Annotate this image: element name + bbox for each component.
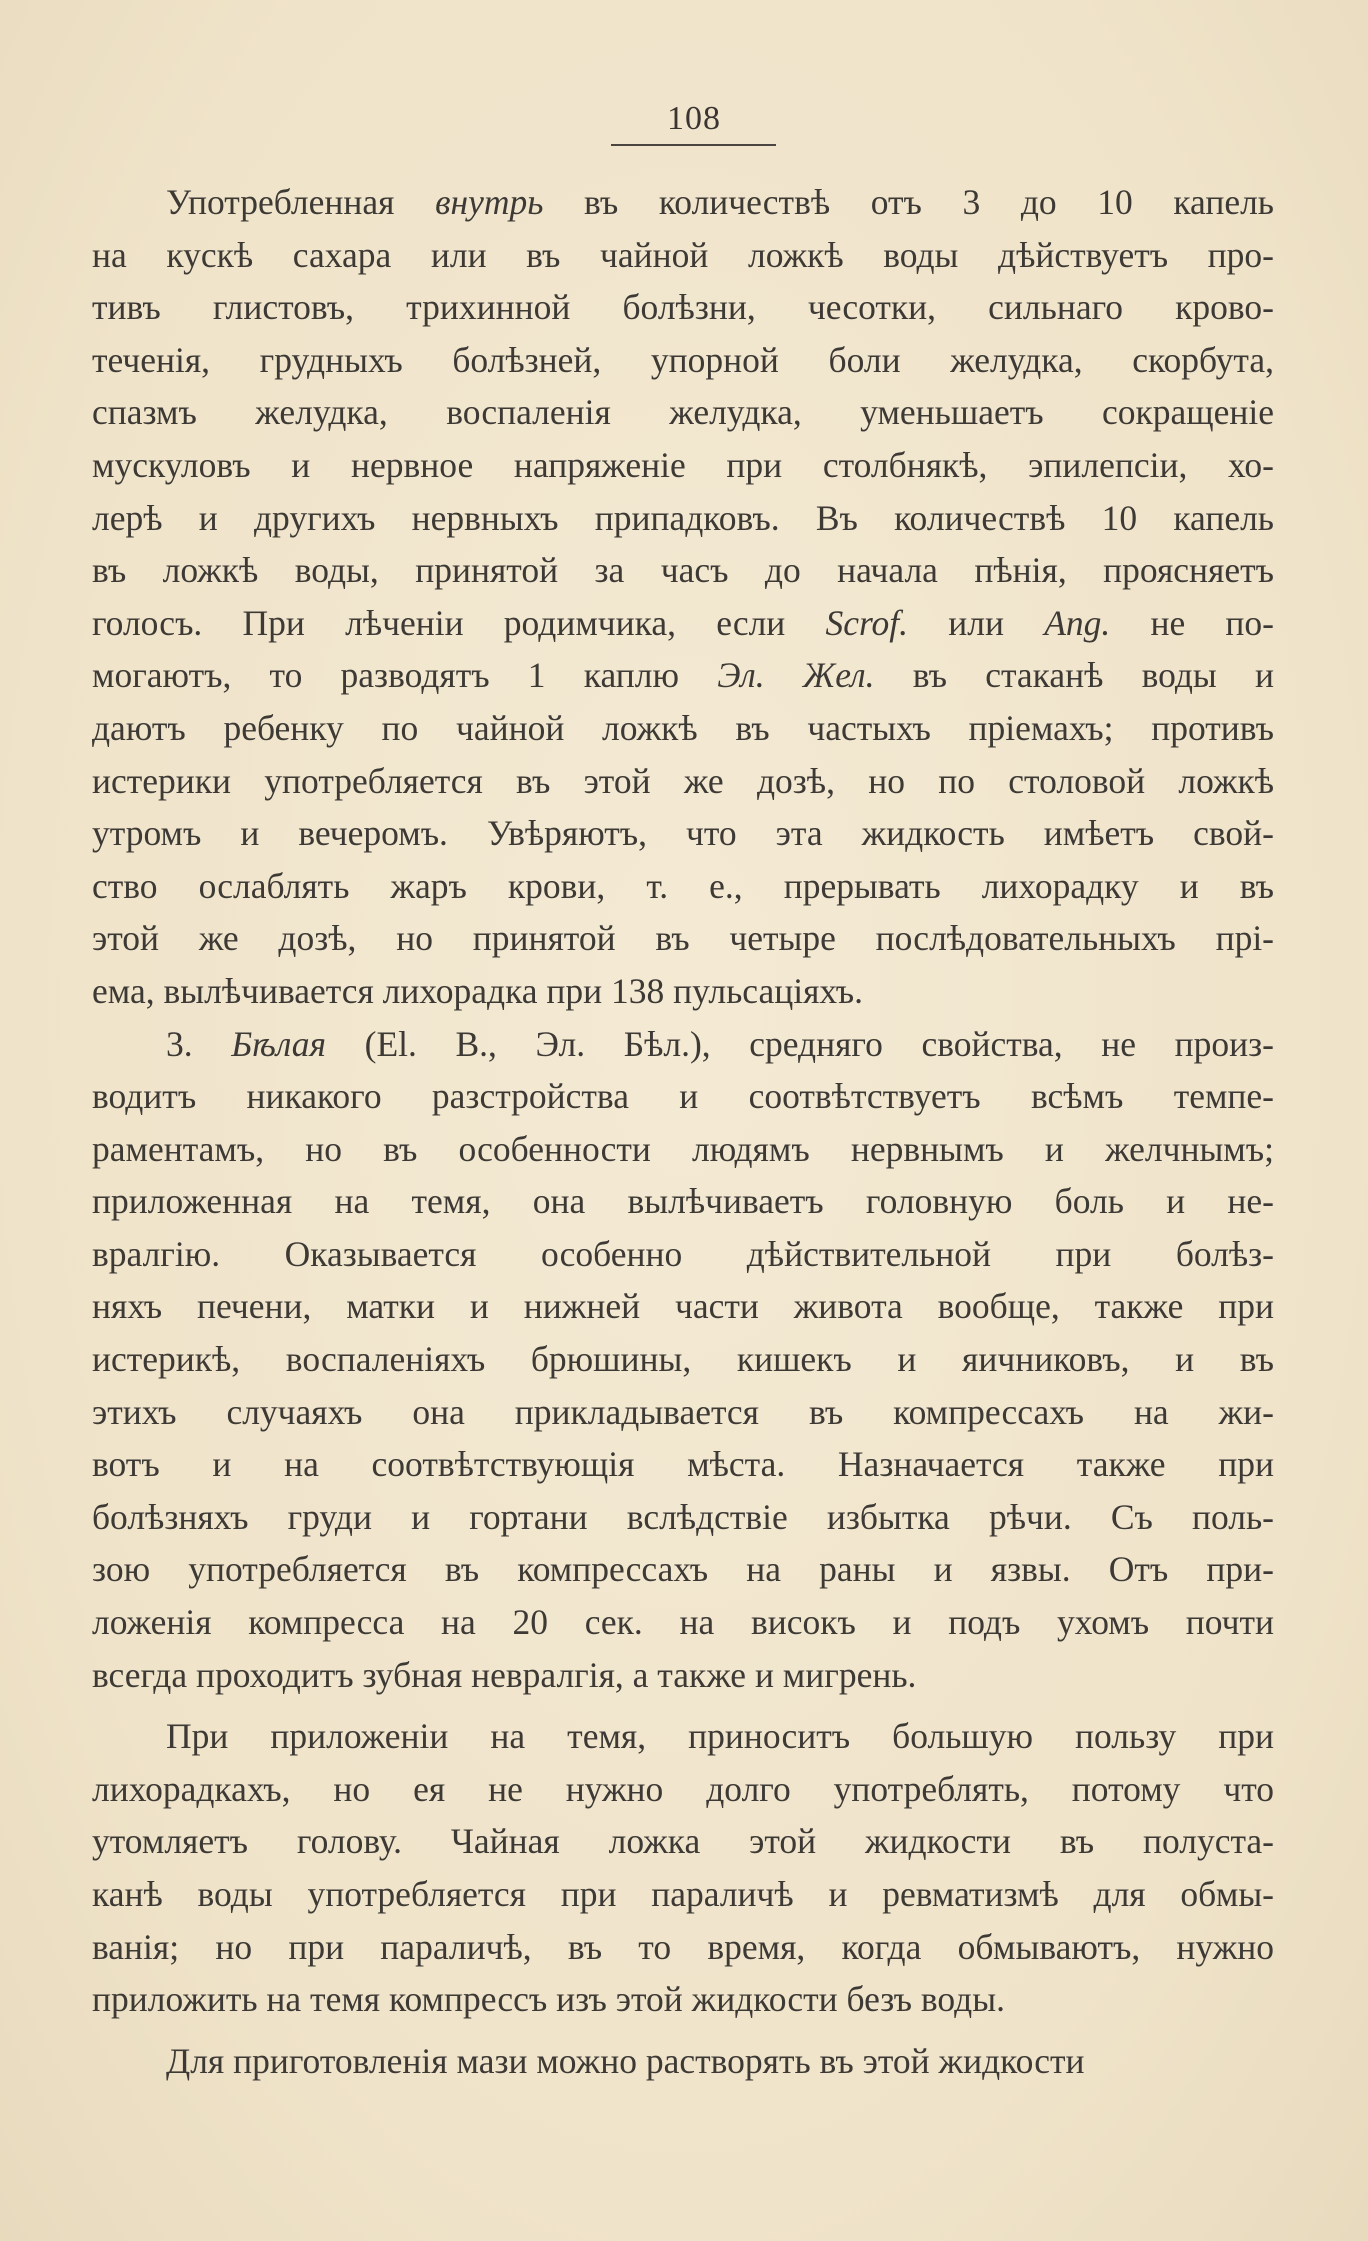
body-text: [92, 176, 1274, 2087]
page-number: 108: [667, 100, 721, 137]
text-line: зою употребляется въ компрессахъ на раны и язвы. Отъ при-: [92, 1549, 1274, 1590]
italic-term: Бѣлая: [231, 1023, 327, 1064]
text-line: приложенная на темя, она вылѣчиваетъ головную боль и не-: [92, 1181, 1274, 1222]
paragraph: [92, 176, 1274, 1018]
text-line: въ ложкѣ воды, принятой за часъ до начала пѣнія, проясняетъ: [92, 550, 1274, 591]
text-line: вралгію. Оказывается особенно дѣйствительной при болѣз-: [92, 1233, 1274, 1274]
text-line: даютъ ребенку по чайной ложкѣ въ частыхъ пріемахъ; противъ: [92, 707, 1274, 748]
text-line: Для приготовленія мази можно растворять въ этой жидкости: [166, 2040, 1085, 2081]
text-line: канѣ воды употребляется при параличѣ и ревматизмѣ для обмы-: [92, 1874, 1274, 1914]
text-line: истерикѣ, воспаленіяхъ брюшины, кишекъ и яичниковъ, и въ: [92, 1339, 1274, 1380]
text-line: на кускѣ сахара или въ чайной ложкѣ воды дѣйствуетъ про-: [92, 234, 1274, 275]
text-line: ема, вылѣчивается лихорадка при 138 пульсаціяхъ.: [92, 970, 864, 1011]
text-line: няхъ печени, матки и нижней части живота вообще, также при: [92, 1286, 1274, 1327]
text-line: всегда проходитъ зубная невралгія, а также и мигрень.: [92, 1654, 917, 1695]
italic-term: Scrof.: [825, 602, 909, 643]
italic-term: внутрь: [435, 182, 544, 222]
text-line: мускуловъ и нервное напряженіе при столбнякѣ, эпилепсіи, хо-: [92, 444, 1274, 485]
italic-term: Эл. Жел.: [717, 655, 875, 696]
text-line: ство ослаблять жаръ крови, т. е., прерывать лихорадку и въ: [92, 865, 1274, 906]
page-header: [0, 100, 1368, 138]
text-line: лерѣ и другихъ нервныхъ припадковъ. Въ количествѣ 10 капель: [92, 497, 1274, 538]
paragraph: [92, 1710, 1274, 2026]
text-line: лихорадкахъ, но ея не нужно долго употреблять, потому что: [92, 1768, 1274, 1809]
text-line: 3. Бѣлая (El. B., Эл. Бѣл.), средняго свойства, не произ-: [166, 1023, 1274, 1064]
header-rule: [611, 144, 776, 146]
text-line: ложенія компресса на 20 сек. на високъ и подъ ухомъ почти: [92, 1602, 1274, 1643]
text-line: этихъ случаяхъ она прикладывается въ компрессахъ на жи-: [92, 1391, 1274, 1432]
text-line: раментамъ, но въ особенности людямъ нервнымъ и желчнымъ;: [92, 1128, 1274, 1169]
paragraph: [92, 1018, 1274, 1702]
text-line: могаютъ, то разводятъ 1 каплю Эл. Жел. въ стаканѣ воды и: [92, 655, 1274, 696]
text-line: При приложеніи на темя, приноситъ большую пользу при: [166, 1716, 1274, 1757]
text-line: вотъ и на соотвѣтствующія мѣста. Назначается также при: [92, 1444, 1274, 1485]
text-line: Употребленная внутрь въ количествѣ отъ 3 до 10 капель: [166, 182, 1274, 222]
paragraph: [92, 2035, 1274, 2088]
text-line: истерики употребляется въ этой же дозѣ, но по столовой ложкѣ: [92, 760, 1274, 801]
text-line: утомляетъ голову. Чайная ложка этой жидкости въ полуста-: [92, 1821, 1274, 1862]
text-line: теченія, грудныхъ болѣзней, упорной боли желудка, скорбута,: [92, 339, 1274, 380]
text-line: спазмъ желудка, воспаленія желудка, уменьшаетъ сокращеніе: [92, 392, 1274, 433]
text-line: утромъ и вечеромъ. Увѣряютъ, что эта жидкость имѣетъ свой-: [92, 813, 1274, 854]
text-line: ванія; но при параличѣ, въ то время, когда обмываютъ, нужно: [92, 1926, 1274, 1967]
italic-term: Ang.: [1044, 602, 1111, 643]
text-line: водитъ никакого разстройства и соотвѣтствуетъ всѣмъ темпе-: [92, 1076, 1274, 1117]
text-line: приложить на темя компрессъ изъ этой жидкости безъ воды.: [92, 1979, 1005, 2020]
text-line: этой же дозѣ, но принятой въ четыре послѣдовательныхъ прі-: [92, 918, 1274, 959]
text-line: тивъ глистовъ, трихинной болѣзни, чесотки, сильнаго крово-: [92, 287, 1274, 328]
text-line: болѣзняхъ груди и гортани вслѣдствіе избытка рѣчи. Съ поль-: [92, 1496, 1274, 1537]
text-line: голосъ. При лѣченіи родимчика, если Scrof. или Ang. не по-: [92, 602, 1275, 643]
